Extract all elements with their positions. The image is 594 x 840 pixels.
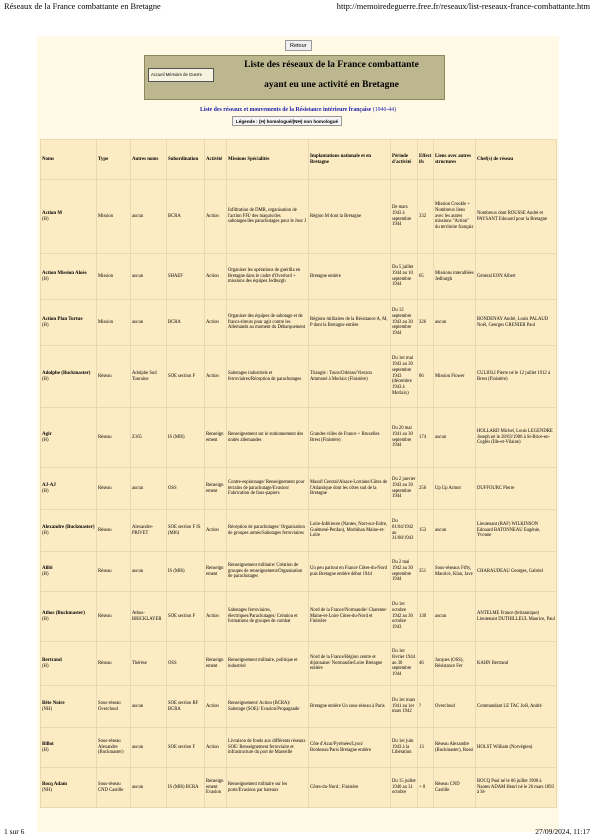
cell-effectifs: 174	[418, 408, 434, 468]
table-row	[41, 180, 557, 254]
cell-missions: Sabotages industriels et ferroviaires/Réception de parachutages	[227, 346, 309, 408]
cell-missions: Organiser des équipes de sabotage et de francs-tireurs pour agir contre les Allemands au moment du Débarquement	[227, 300, 309, 346]
cell-sub: SOE section F	[167, 728, 205, 768]
cell-activite: Action	[205, 728, 227, 768]
table-row	[41, 552, 557, 592]
title-banner	[144, 55, 445, 100]
cell-autres: Z165	[131, 408, 167, 468]
print-header	[4, 2, 590, 14]
cell-effectifs: + 8	[418, 768, 434, 808]
cell-chefs: BOCQ Paul né le 06 juillet 1900 à Nantes ADAM Henri né le 26 mars 1893 à St-	[476, 768, 557, 808]
cell-missions: Renseignement militaire, politique et industriel	[227, 642, 309, 686]
cell-chefs: CULIOLI Pierre né le 12 juillet 1912 à Brest (Finistère)	[476, 346, 557, 408]
home-logo-link[interactable]: Accueil Mémoire de Guerre	[148, 68, 214, 82]
table-row	[41, 642, 557, 686]
cell-type: Mission	[97, 254, 131, 300]
cell-activite: Action	[205, 346, 227, 408]
table-row	[41, 728, 557, 768]
table-row	[41, 592, 557, 642]
homologation-status: (H)	[42, 747, 49, 753]
homologation-status: (H)	[42, 571, 49, 577]
network-name: Adolphe (Buckmaster)	[42, 370, 91, 376]
cell-activite: Renseignement	[205, 468, 227, 510]
cell-chefs: Nombreux dont ROUSSE André et PAYSANT Edouard pour la Bretagne	[476, 180, 557, 254]
network-name: Action Plan Tortue	[42, 316, 83, 322]
page-title-line1: Liste des réseaux de la France combattante	[244, 60, 419, 70]
cell-type: Mission	[97, 180, 131, 254]
cell-sub: SOE section RF BCRA	[167, 686, 205, 728]
column-header: Activité	[205, 140, 227, 180]
homologation-status: (H)	[42, 376, 49, 382]
page-subtitle	[37, 107, 559, 113]
cell-liens: aucun	[434, 592, 476, 642]
network-name: AJ-AJ	[42, 482, 56, 488]
cell-liens: aucun	[434, 510, 476, 552]
cell-effectifs: 13	[418, 728, 434, 768]
cell-liens: Mission Flower	[434, 346, 476, 408]
cell-autres: Thérèse	[131, 642, 167, 686]
cell-missions: Sabotages ferroviaires, électriques/Parachutages/ Création et formations de groupes de combat	[227, 592, 309, 642]
cell-implant: Nord de la France/Normandie/ Charente/ Maine-et-Loire Côtes-du-Nord et Finistère	[309, 592, 391, 642]
cell-implant: Bretagne entière Un sous-réseau à Paris	[309, 686, 391, 728]
cell-periode: Du 1er octobre 1942 au 30 octobre 1943	[391, 592, 418, 642]
network-name-cell	[41, 180, 97, 254]
network-name-cell	[41, 686, 97, 728]
column-header: Autres noms	[131, 140, 167, 180]
page-content	[37, 36, 559, 832]
cell-periode: Du 2 mai 1942 au 30 septembre 1944	[391, 552, 418, 592]
network-name-cell	[41, 300, 97, 346]
cell-implant: Régions militaires de la Résistance A, M, P dont la Bretagne entière	[309, 300, 391, 346]
subtitle-text: Liste des réseaux et mouvements de la Résistance intérieure française	[200, 107, 372, 113]
cell-activite: Action	[205, 686, 227, 728]
cell-missions: Infiltration de DMR, organisation de l'action FFI/ des maquis/des sabotages/des parachutages pour le Jour J	[227, 180, 309, 254]
cell-implant: Triangle : Tours/Orléans/Vierzon Ammoné à Morlaix (Finistère)	[309, 346, 391, 408]
cell-periode: Du 2 janvier 1943 au 30 septembre 1944	[391, 468, 418, 510]
cell-chefs: KAHN Bertrand	[476, 642, 557, 686]
network-name-cell	[41, 592, 97, 642]
print-header-title: Réseaux de la France combattante en Bretagne	[4, 2, 161, 11]
homologation-status: (NH)	[42, 787, 52, 793]
cell-activite: Renseignement	[205, 642, 227, 686]
cell-chefs: CHARAUDEAU Georges, Gabriel	[476, 552, 557, 592]
cell-liens: aucun	[434, 300, 476, 346]
homologation-status: (H)	[42, 663, 49, 669]
cell-autres: aucun	[131, 254, 167, 300]
cell-effectifs: 46	[418, 642, 434, 686]
cell-activite: Action	[205, 510, 227, 552]
cell-effectifs: 65	[418, 254, 434, 300]
cell-type: Mission	[97, 300, 131, 346]
cell-missions: Renseignement sur le stationnement des unités allemandes	[227, 408, 309, 468]
homologation-status: (H)	[42, 488, 49, 494]
column-header: Effectifs	[418, 140, 434, 180]
cell-effectifs: 351	[418, 552, 434, 592]
cell-autres: aucun	[131, 768, 167, 808]
cell-type: Réseau	[97, 552, 131, 592]
cell-sub: OSS	[167, 642, 205, 686]
table-row	[41, 408, 557, 468]
page-number: 1 sur 6	[4, 827, 25, 836]
cell-liens: Mission Crookle + Nombreux liens avec les autres missions "Action" du territoire français	[434, 180, 476, 254]
column-header: Noms	[41, 140, 97, 180]
print-header-url: http://memoiredeguerre.free.fr/reseaux/list-reseaux-france-combattante.htm	[336, 2, 590, 11]
table-row	[41, 768, 557, 808]
cell-missions: Renseignement/ Action (BCRA)/ Sabotage (SOE)/ Evasion/Propagande	[227, 686, 309, 728]
table-row	[41, 510, 557, 552]
network-name: Alexandre (Buckmaster)	[42, 524, 95, 530]
cell-liens: Overcloud	[434, 686, 476, 728]
cell-sub: IS (MI6)	[167, 552, 205, 592]
network-name-cell	[41, 728, 97, 768]
cell-autres: Athos-BRICKLAYER	[131, 592, 167, 642]
cell-periode: De mars 1943 à septembre 1944	[391, 180, 418, 254]
legend-box: Légende : (H) homologué/(NH) non homologué	[232, 116, 342, 126]
cell-autres: aucun	[131, 686, 167, 728]
cell-chefs: ANTELME France (britannique) Lieutenant DUTHILLEUL Maurice, Paul	[476, 592, 557, 642]
cell-activite: Action	[205, 254, 227, 300]
cell-effectifs: 256	[418, 468, 434, 510]
cell-implant: Bretagne entière	[309, 254, 391, 300]
cell-effectifs: 332	[418, 180, 434, 254]
cell-missions: Renseignement militaire sur les ports/Evasions par bateaux	[227, 768, 309, 808]
cell-sub: SOE section F IS (MI6)	[167, 510, 205, 552]
cell-missions: Contre-espionnage/ Renseignement pour terrains de parachutage/Evasion/ Fabrication de faux-papiers	[227, 468, 309, 510]
cell-chefs: HOLLARD Michel, Louis LEGENDRE Joseph né le 28/03/1906 à St-Brice-en-Coglès (Ille-et-Vilaine)	[476, 408, 557, 468]
cell-chefs: RONDENAY André, Louis PALAUD Noël, Georges GRENIER Paul	[476, 300, 557, 346]
network-name-cell	[41, 346, 97, 408]
cell-effectifs: ?	[418, 686, 434, 728]
network-name: Action Mission Aloès	[42, 270, 87, 276]
cell-chefs: DUFFOURC Pierre	[476, 468, 557, 510]
homologation-status: (H)	[42, 322, 49, 328]
cell-type: Réseau	[97, 408, 131, 468]
cell-type: Sous-réseau Overcloud	[97, 686, 131, 728]
column-header: Type	[97, 140, 131, 180]
print-date: 27/09/2024, 11:17	[535, 827, 590, 836]
column-header: Chef(s) de réseau	[476, 140, 557, 180]
cell-implant: Un peu partout en France Côtes-du-Nord puis Bretagne entière début 1944	[309, 552, 391, 592]
column-header: Implantations nationale et en Bretagne	[309, 140, 391, 180]
cell-autres: aucun	[131, 300, 167, 346]
cell-periode: Du 01/04/1942 au 31/08/1943	[391, 510, 418, 552]
cell-effectifs: 86	[418, 346, 434, 408]
cell-periode: Du 1er février 1944 au 30 septembre 1944	[391, 642, 418, 686]
table-body	[41, 180, 557, 808]
cell-autres: aucun	[131, 468, 167, 510]
network-name: Athos (Buckmaster)	[42, 610, 85, 616]
network-name: Bocq Adam	[42, 781, 67, 787]
network-name-cell	[41, 552, 97, 592]
cell-type: Réseau	[97, 510, 131, 552]
cell-effectifs: 130	[418, 592, 434, 642]
cell-activite: Renseignement	[205, 552, 227, 592]
table-row	[41, 686, 557, 728]
cell-liens: Réseau Alexandre (Buckmaster), Rossi	[434, 728, 476, 768]
cell-liens: Missions interalliées Jedburgh	[434, 254, 476, 300]
page-title-line2: ayant eu une activité en Bretagne	[264, 80, 399, 90]
subtitle-dates: (1940-44)	[372, 107, 396, 113]
cell-autres: aucun	[131, 552, 167, 592]
cell-implant: Grandes villes de France + Bruxelles Brest (Finistère)	[309, 408, 391, 468]
network-name: Alibi	[42, 565, 53, 571]
cell-sub: IS (MI6) BCRA	[167, 768, 205, 808]
network-name-cell	[41, 768, 97, 808]
network-name: Action M	[42, 210, 63, 216]
cell-type: Réseau	[97, 642, 131, 686]
cell-autres: Alexandre-PRIVET	[131, 510, 167, 552]
cell-autres: aucun	[131, 728, 167, 768]
cell-periode: Du 1er juin 1943 à la Libération	[391, 728, 418, 768]
cell-sub: OSS	[167, 468, 205, 510]
cell-implant: Loire-Inférieure (Nantes, Nort-sur-Erdre, Guémené-Penfao), Morbihan Maine-et-Loire	[309, 510, 391, 552]
homologation-status: (H)	[42, 216, 49, 222]
homologation-status: (H)	[42, 437, 49, 443]
print-footer	[4, 827, 590, 837]
cell-missions: Renseignement militaire/ Création de groupes de renseignement/Organisation de parachutages	[227, 552, 309, 592]
network-name: Bertrand	[42, 657, 62, 663]
network-name: Bête Noire	[42, 700, 65, 706]
network-name-cell	[41, 510, 97, 552]
network-name: Agir	[42, 431, 52, 437]
cell-type: Réseau	[97, 346, 131, 408]
column-header: Période d'activité	[391, 140, 418, 180]
cell-effectifs: 326	[418, 300, 434, 346]
column-header: Liens avec autres structures	[434, 140, 476, 180]
cell-type: Sous-réseau CND Castille	[97, 768, 131, 808]
table-row	[41, 468, 557, 510]
cell-periode: Du 1er mars 1941 au 1er mars 1942	[391, 686, 418, 728]
network-name-cell	[41, 408, 97, 468]
reseaux-table	[40, 139, 557, 808]
cell-liens: aucun	[434, 408, 476, 468]
cell-sub: SOE section F	[167, 592, 205, 642]
cell-autres: Adolphe Sud Touraine	[131, 346, 167, 408]
network-name-cell	[41, 642, 97, 686]
cell-sub: IS (MI6)	[167, 408, 205, 468]
cell-activite: Renseignement Evasion	[205, 768, 227, 808]
cell-periode: Du 5 juillet 1944 au 10 septembre 1944	[391, 254, 418, 300]
cell-chefs: Lieutenant (RAF) WILKINSON Edouard BATONNEAU Eugénie, Yvonne	[476, 510, 557, 552]
cell-liens: Jacques (OSS), Résistance Fer	[434, 642, 476, 686]
cell-periode: Du 15 juillet 1940 au 31 octobre	[391, 768, 418, 808]
cell-periode: Du 12 septembre 1943 au 30 septembre 1944	[391, 300, 418, 346]
table-row	[41, 254, 557, 300]
cell-periode: Du 20 mai 1941 au 30 septembre 1944	[391, 408, 418, 468]
cell-missions: Livraison de fonds aux différents réseaux SOE/ Renseignement ferroviaire et infrastructure du port de Marseille	[227, 728, 309, 768]
network-name-cell	[41, 254, 97, 300]
cell-periode: Du 1er mai 1943 au 30 septembre 1943 (décembre 1943 à Morlaix)	[391, 346, 418, 408]
cell-effectifs: 153	[418, 510, 434, 552]
cell-sub: BCRA	[167, 300, 205, 346]
cell-chefs: Général EON Albert	[476, 254, 557, 300]
cell-sub: SHAEF	[167, 254, 205, 300]
cell-implant: Région M dont la Bretagne	[309, 180, 391, 254]
cell-activite: Renseignement	[205, 408, 227, 468]
network-name-cell	[41, 468, 97, 510]
cell-liens: Réseau CND Castille	[434, 768, 476, 808]
homologation-status: (H)	[42, 276, 49, 282]
table-header-row	[41, 140, 557, 180]
cell-missions: Réception de parachutages/ Organisation de groupes armés/Sabotages ferroviaires	[227, 510, 309, 552]
cell-chefs: Commandant LE TAC Joël, André	[476, 686, 557, 728]
homologation-status: (H)	[42, 530, 49, 536]
table-row	[41, 346, 557, 408]
homologation-status: (H)	[42, 616, 49, 622]
cell-chefs: HOLST William (Norvégien)	[476, 728, 557, 768]
cell-implant: Côtes-du-Nord ; Finistère	[309, 768, 391, 808]
cell-implant: Côte d'Azur/Pyrénées/Lyon/ Bordeaux/Paris Bretagne entière	[309, 728, 391, 768]
cell-activite: Action	[205, 180, 227, 254]
network-name: Billot	[42, 741, 54, 747]
cell-implant: Massif Central/Alsace-Lorraine/Côtes de l'Atlantique dont les côtes sud de la Bretagne	[309, 468, 391, 510]
cell-implant: Nord de la France/Région centre et dijonnaise/ Normandie/Loire Bretagne entière	[309, 642, 391, 686]
cell-type: Réseau	[97, 592, 131, 642]
cell-missions: Organiser les opérations de guérilla en Bretagne dans le cadre d'Overlord + missions des équipes Jedburgh	[227, 254, 309, 300]
cell-type: Réseau	[97, 468, 131, 510]
cell-sub: SOE section F	[167, 346, 205, 408]
column-header: Subordination	[167, 140, 205, 180]
cell-type: Sous-réseau Alexandre (Buckmaster)	[97, 728, 131, 768]
homologation-status: (NH)	[42, 706, 52, 712]
cell-sub: BCRA	[167, 180, 205, 254]
table-row	[41, 300, 557, 346]
cell-liens: Sous-réseaux Fifty, Maurice, Klan, Jave	[434, 552, 476, 592]
retour-button[interactable]: Retour	[285, 40, 312, 51]
cell-activite: Action	[205, 300, 227, 346]
cell-liens: Up Up Armor	[434, 468, 476, 510]
cell-activite: Action	[205, 592, 227, 642]
cell-autres: aucun	[131, 180, 167, 254]
column-header: Missions Spécialités	[227, 140, 309, 180]
